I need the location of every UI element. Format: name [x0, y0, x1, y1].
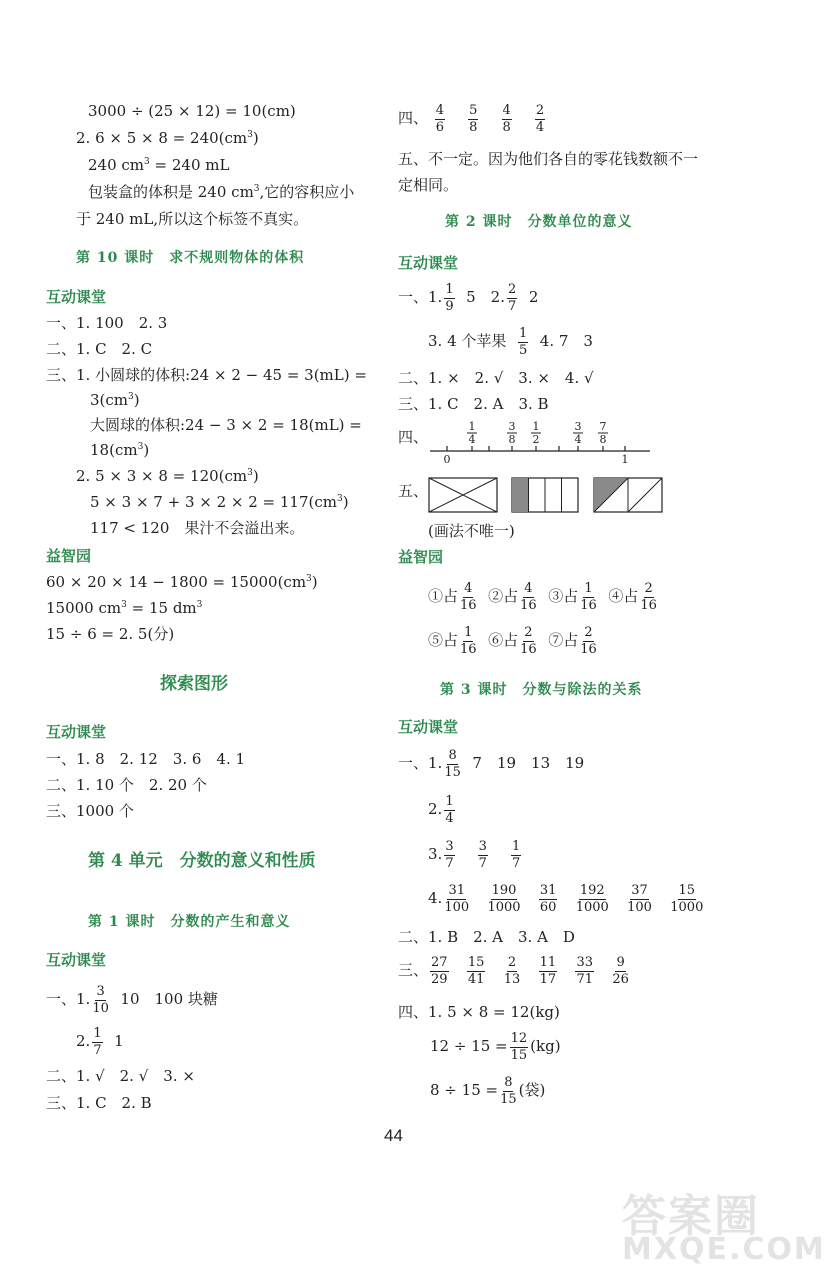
nl-frac-den: 2	[532, 433, 540, 446]
answer-line: 五、不一定。因为他们各自的零花钱数额不一	[398, 150, 699, 168]
puzzle-line: $60 \times 20 \times 14 - 1800 = 15000(cm^3)$	[46, 573, 318, 591]
answer-line: 四、1. 5 × 8 = 12(kg)	[398, 1003, 560, 1021]
number-line	[425, 415, 655, 470]
nl-frac-num: 3	[508, 420, 516, 433]
nl-frac-den: 8	[599, 433, 607, 446]
section-heading-interactive: 互动课堂	[398, 718, 459, 736]
lesson-1-heading: 第 1 课时 分数的产生和意义	[88, 914, 291, 930]
nl-frac-den: 8	[508, 433, 516, 446]
unit-4-heading: 第 4 单元 分数的意义和性质	[88, 851, 316, 871]
answer-line: 3. $\frac{3}{7}$ $\frac{3}{7}$ $\frac{1}{7}$	[428, 839, 521, 871]
tick-label-one: 1	[621, 453, 629, 466]
answer-line: 三、1. C 2. A 3. B	[398, 395, 549, 413]
answer-line: 3. 4 个苹果 $\frac{1}{5}$ 4. 7 3	[428, 326, 593, 358]
answer-line: 2. $\frac{1}{4}$	[428, 794, 454, 826]
answer-line: 大圆球的体积:24 − 3 × 2 = 18(mL) =	[90, 416, 362, 434]
conclusion-line-1: 包装盒的体积是 240 $cm^3$,它的容积应小	[88, 183, 355, 201]
calc-line-1: 3000 ÷ (25 × 12) = 10(cm)	[88, 102, 296, 120]
lesson-2-heading: 第 2 课时 分数单位的意义	[445, 214, 633, 230]
answer-line: 二、1. √ 2. √ 3. ×	[46, 1067, 195, 1085]
nl-frac-den: 4	[574, 433, 582, 446]
section-heading-interactive: 互动课堂	[398, 254, 459, 272]
lesson-10-heading: 第 10 课时 求不规则物体的体积	[76, 250, 305, 266]
nl-frac-num: 1	[468, 420, 476, 433]
answer-line: 一、1. $\frac{3}{10}$ 10 100 块糖	[46, 984, 218, 1016]
answer-line: 2. $5 \times 3 \times 8 = 120(cm^3)$	[76, 467, 259, 485]
fraction-shading-diagrams	[428, 476, 668, 516]
answer-line: 12 ÷ 15 = $\frac{12}{15}$ (kg)	[430, 1031, 561, 1063]
puzzle-row-2: ⑤占 $\frac{1}{16}$ ⑥占 $\frac{2}{16}$ ⑦占 $\frac{2}{16}$	[428, 625, 597, 657]
answer-line: 一、1. $\frac{1}{9}$ 5 2. $\frac{2}{7}$ 2	[398, 282, 539, 314]
answer-line: 定相同。	[398, 176, 459, 194]
rect-triangles	[594, 478, 662, 512]
rect-quarters	[512, 478, 578, 512]
answer-line: 117 < 120 果汁不会溢出来。	[90, 519, 305, 537]
answer-line: 三、1000 个	[46, 802, 134, 820]
nl-frac-den: 4	[468, 433, 476, 446]
tick-label-zero: 0	[443, 453, 451, 466]
explore-shapes-heading: 探索图形	[160, 674, 228, 694]
answer-line: 三、1. 小圆球的体积:24 × 2 − 45 = 3(mL) =	[46, 366, 367, 384]
answer-line: 一、1. 100 2. 3	[46, 314, 168, 332]
answer-line: 二、1. B 2. A 3. A D	[398, 928, 575, 946]
answer-line: 2. $\frac{1}{7}$ 1	[76, 1026, 124, 1058]
answer-line: 8 ÷ 15 = $\frac{8}{15}$ (袋)	[430, 1075, 546, 1107]
answer-line: $5 \times 3 \times 7 + 3 \times 2 \times 2 = 117(cm^3)$	[90, 493, 349, 511]
puzzle-line: 15000 $cm^3 = 15$ $dm^3$	[46, 599, 203, 617]
answer-line: $18(cm^3)$	[90, 441, 150, 459]
calc-line-2: 2. $6 \times 5 \times 8 = 240(cm^3)$	[76, 129, 259, 147]
calc-line-3: 240 $cm^3 = 240$ mL	[88, 156, 230, 174]
answer-line: 4. $\frac{31}{100}$ $\frac{190}{1000}$ $\frac{31}{60}$ $\frac{192}{1000}$ $\frac{37}{100}$ $\frac{15}{1000}$	[428, 883, 704, 915]
page-number: 44	[384, 1126, 403, 1145]
drawing-note: (画法不唯一)	[428, 522, 515, 540]
section-heading-puzzle: 益智园	[398, 548, 444, 566]
section-heading-interactive: 互动课堂	[46, 951, 107, 969]
watermark-logo: 答案圈	[622, 1191, 760, 1242]
nl-frac-num: 3	[574, 420, 582, 433]
watermark-url: MXQE.COM	[622, 1232, 826, 1267]
puzzle-line: 15 ÷ 6 = 2. 5(分)	[46, 625, 175, 643]
answer-line: 二、1. 10 个 2. 20 个	[46, 776, 207, 794]
answer-line: 四、	[398, 428, 429, 446]
answer-line: 五、	[398, 482, 429, 500]
answer-line: 四、 $\frac{4}{6}$ $\frac{5}{8}$ $\frac{4}{8}$ $\frac{2}{4}$	[398, 103, 545, 135]
answer-line: 二、1. C 2. C	[46, 340, 153, 358]
section-heading-interactive: 互动课堂	[46, 723, 107, 741]
answer-line: 一、1. 8 2. 12 3. 6 4. 1	[46, 750, 246, 768]
puzzle-row-1: ①占 $\frac{4}{16}$ ②占 $\frac{4}{16}$ ③占 $\frac{1}{16}$ ④占 $\frac{2}{16}$	[428, 581, 657, 613]
answer-line: $3(cm^3)$	[90, 391, 140, 409]
answer-line: 一、1. $\frac{8}{15}$ 7 19 13 19	[398, 748, 585, 780]
conclusion-line-2: 于 240 mL,所以这个标签不真实。	[76, 210, 309, 228]
nl-frac-num: 1	[532, 420, 540, 433]
nl-frac-num: 7	[599, 420, 607, 433]
answer-line: 三、 $\frac{27}{29}$ $\frac{15}{41}$ $\frac{2}{13}$ $\frac{11}{17}$ $\frac{33}{71}$ $\frac{9}{26}$	[398, 955, 629, 987]
answer-line: 三、1. C 2. B	[46, 1094, 152, 1112]
section-heading-puzzle: 益智园	[46, 547, 92, 565]
answer-line: 二、1. × 2. √ 3. × 4. √	[398, 369, 594, 387]
lesson-3-heading: 第 3 课时 分数与除法的关系	[440, 682, 643, 698]
section-heading-interactive: 互动课堂	[46, 288, 107, 306]
rect-diagonals	[429, 478, 497, 512]
